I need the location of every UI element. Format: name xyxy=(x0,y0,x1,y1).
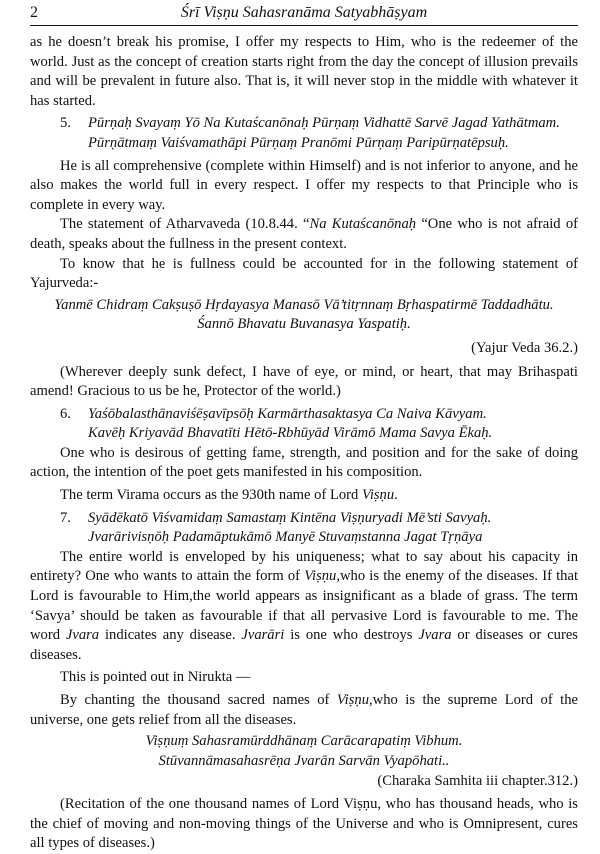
italic-term: Jvarāri xyxy=(241,627,285,644)
text-run: The entire world is enveloped by his uniqueness; what to say about his capacity in entirety? One who wants to attain the form of xyxy=(30,548,578,585)
verse-line: Jvarārivisṇōḥ Padamāptukāmō Manyē Stuvaṃstanna Jagat Tṛṇāya xyxy=(88,529,483,546)
paragraph-virama xyxy=(30,486,578,506)
verse-7 xyxy=(30,509,578,548)
verse-number: 7. xyxy=(60,509,71,526)
text-run: is one who destroys xyxy=(284,627,419,644)
paragraph-translation: (Recitation of the one thousand names of Lord Viṣṇu, who has thousand heads, who is the chief of moving and non-moving things of the Universe and who is Omnipresent, cures all types of diseases.) xyxy=(30,795,578,852)
italic-term: Viṣṇu xyxy=(304,568,337,585)
text-run: The term Virama occurs as the 930th name of Lord xyxy=(60,487,362,504)
verse-number: 5. xyxy=(60,115,71,132)
verse-line: Pūrṇaḥ Svayaṃ Yō Na Kutaścanōnaḥ Pūrṇaṃ Vidhattē Sarvē Jagad Yathātmam. xyxy=(88,115,560,132)
verse-6 xyxy=(30,405,578,444)
paragraph-explanation xyxy=(30,548,578,666)
paragraph-continuation: as he doesn’t break his promise, I offer my respects to Him, who is the redeemer of the world. Just as the concept of creation starts right from the day the concept of illusion prevails and will be prevalent in future also. That is, it will never stop in the middle with whatever it has started. xyxy=(30,34,578,109)
paragraph: This is pointed out in Nirukta — xyxy=(60,669,251,686)
text-run: . xyxy=(394,487,398,504)
paragraph: He is all comprehensive (complete within Himself) and is not inferior to anyone, and he also makes the world full in every respect. I offer my respects to that Principle who is complete in every way. xyxy=(30,157,578,213)
text-run: “One who is not afraid of death, speaks about the fullness in the present context. xyxy=(30,216,578,252)
verse-5 xyxy=(30,114,578,153)
verse-line: Śannō Bhavatu Buvanasya Yaspatiḥ. xyxy=(197,316,411,333)
page-header xyxy=(30,2,578,24)
italic-term: Viṣṇu xyxy=(361,487,395,504)
charaka-verse xyxy=(30,732,578,771)
text-run: indicates any disease. xyxy=(99,627,242,644)
verse-line: Stūvannāmasahasrēṇa Jvarān Sarvān Vyapōhati.. xyxy=(158,752,450,769)
yajurveda-verse xyxy=(30,296,578,335)
paragraph-translation: (Wherever deeply sunk defect, I have of eye, or mind, or heart, that may Brihaspati amend! Gracious to us be he, Protector of the world.) xyxy=(30,363,578,400)
text-run: ,who is the enemy of the diseases. If that Lord is favourable to Him,the world appears as insignificant as a blade of grass. The term ‘Savya’ should be taken as favourable if that all pervasive Lord is favourable to me. The word xyxy=(30,568,579,644)
text-run: By chanting the thousand sacred names of xyxy=(60,692,337,708)
citation: (Charaka Samhita iii chapter.312.) xyxy=(377,773,578,790)
running-title: Śrī Viṣṇu Sahasranāma Satyabhāṣyam xyxy=(180,4,428,21)
header-rule xyxy=(30,25,578,26)
italic-term: Na Kutaścanōnaḥ xyxy=(309,216,417,233)
verse-line: Syādēkatō Viśvamidaṃ Samastaṃ Kintēna Viṣṇuryadi Mē’sti Savyaḥ. xyxy=(88,509,492,526)
text-run: or diseases or cures diseases. xyxy=(30,627,578,663)
verse-line: Viṣṇuṃ Sahasramūrddhānaṃ Carācarapatiṃ Vibhum. xyxy=(145,733,463,750)
verse-line: Kavēḥ Kriyavād Bhavatīti Hētō-Rbhūyād Virāmō Mama Savya Ēkaḥ. xyxy=(88,425,493,442)
citation: (Yajur Veda 36.2.) xyxy=(471,339,578,356)
verse-number: 6. xyxy=(60,405,71,422)
paragraph: One who is desirous of getting fame, strength, and position and for the sake of doing action, the intention of the poet gets manifested in his composition. xyxy=(30,444,578,481)
paragraph-atharvaveda xyxy=(30,215,578,254)
italic-term: Jvara xyxy=(418,627,452,644)
italic-term: Jvara xyxy=(65,627,100,644)
page-number: 2 xyxy=(30,4,38,21)
italic-term: Viṣṇu xyxy=(336,692,370,708)
paragraph: To know that he is fullness could be accounted for in the following statement of Yajurveda:- xyxy=(30,255,578,292)
paragraph-chanting xyxy=(30,691,578,730)
text-run: ,who is the supreme Lord of the universe, one gets relief from all the diseases. xyxy=(30,692,578,728)
verse-line: Yanmē Chidraṃ Cakṣuṣō Hṛdayasya Manasō Vā’titṛnnaṃ Bṛhaspatirmē Taddadhātu. xyxy=(54,296,554,313)
verse-line: Yaśōbalasthānaviśēṣavīpsōḥ Karmārthasaktasya Ca Naiva Kāvyam. xyxy=(88,405,487,422)
verse-line: Pūrṇātmaṃ Vaiśvamathāpi Pūrṇaṃ Pranōmi Pūrṇaṃ Paripūrṇatēpsuḥ. xyxy=(88,134,509,151)
text-run: The statement of Atharvaveda (10.8.44. “ xyxy=(60,216,310,233)
